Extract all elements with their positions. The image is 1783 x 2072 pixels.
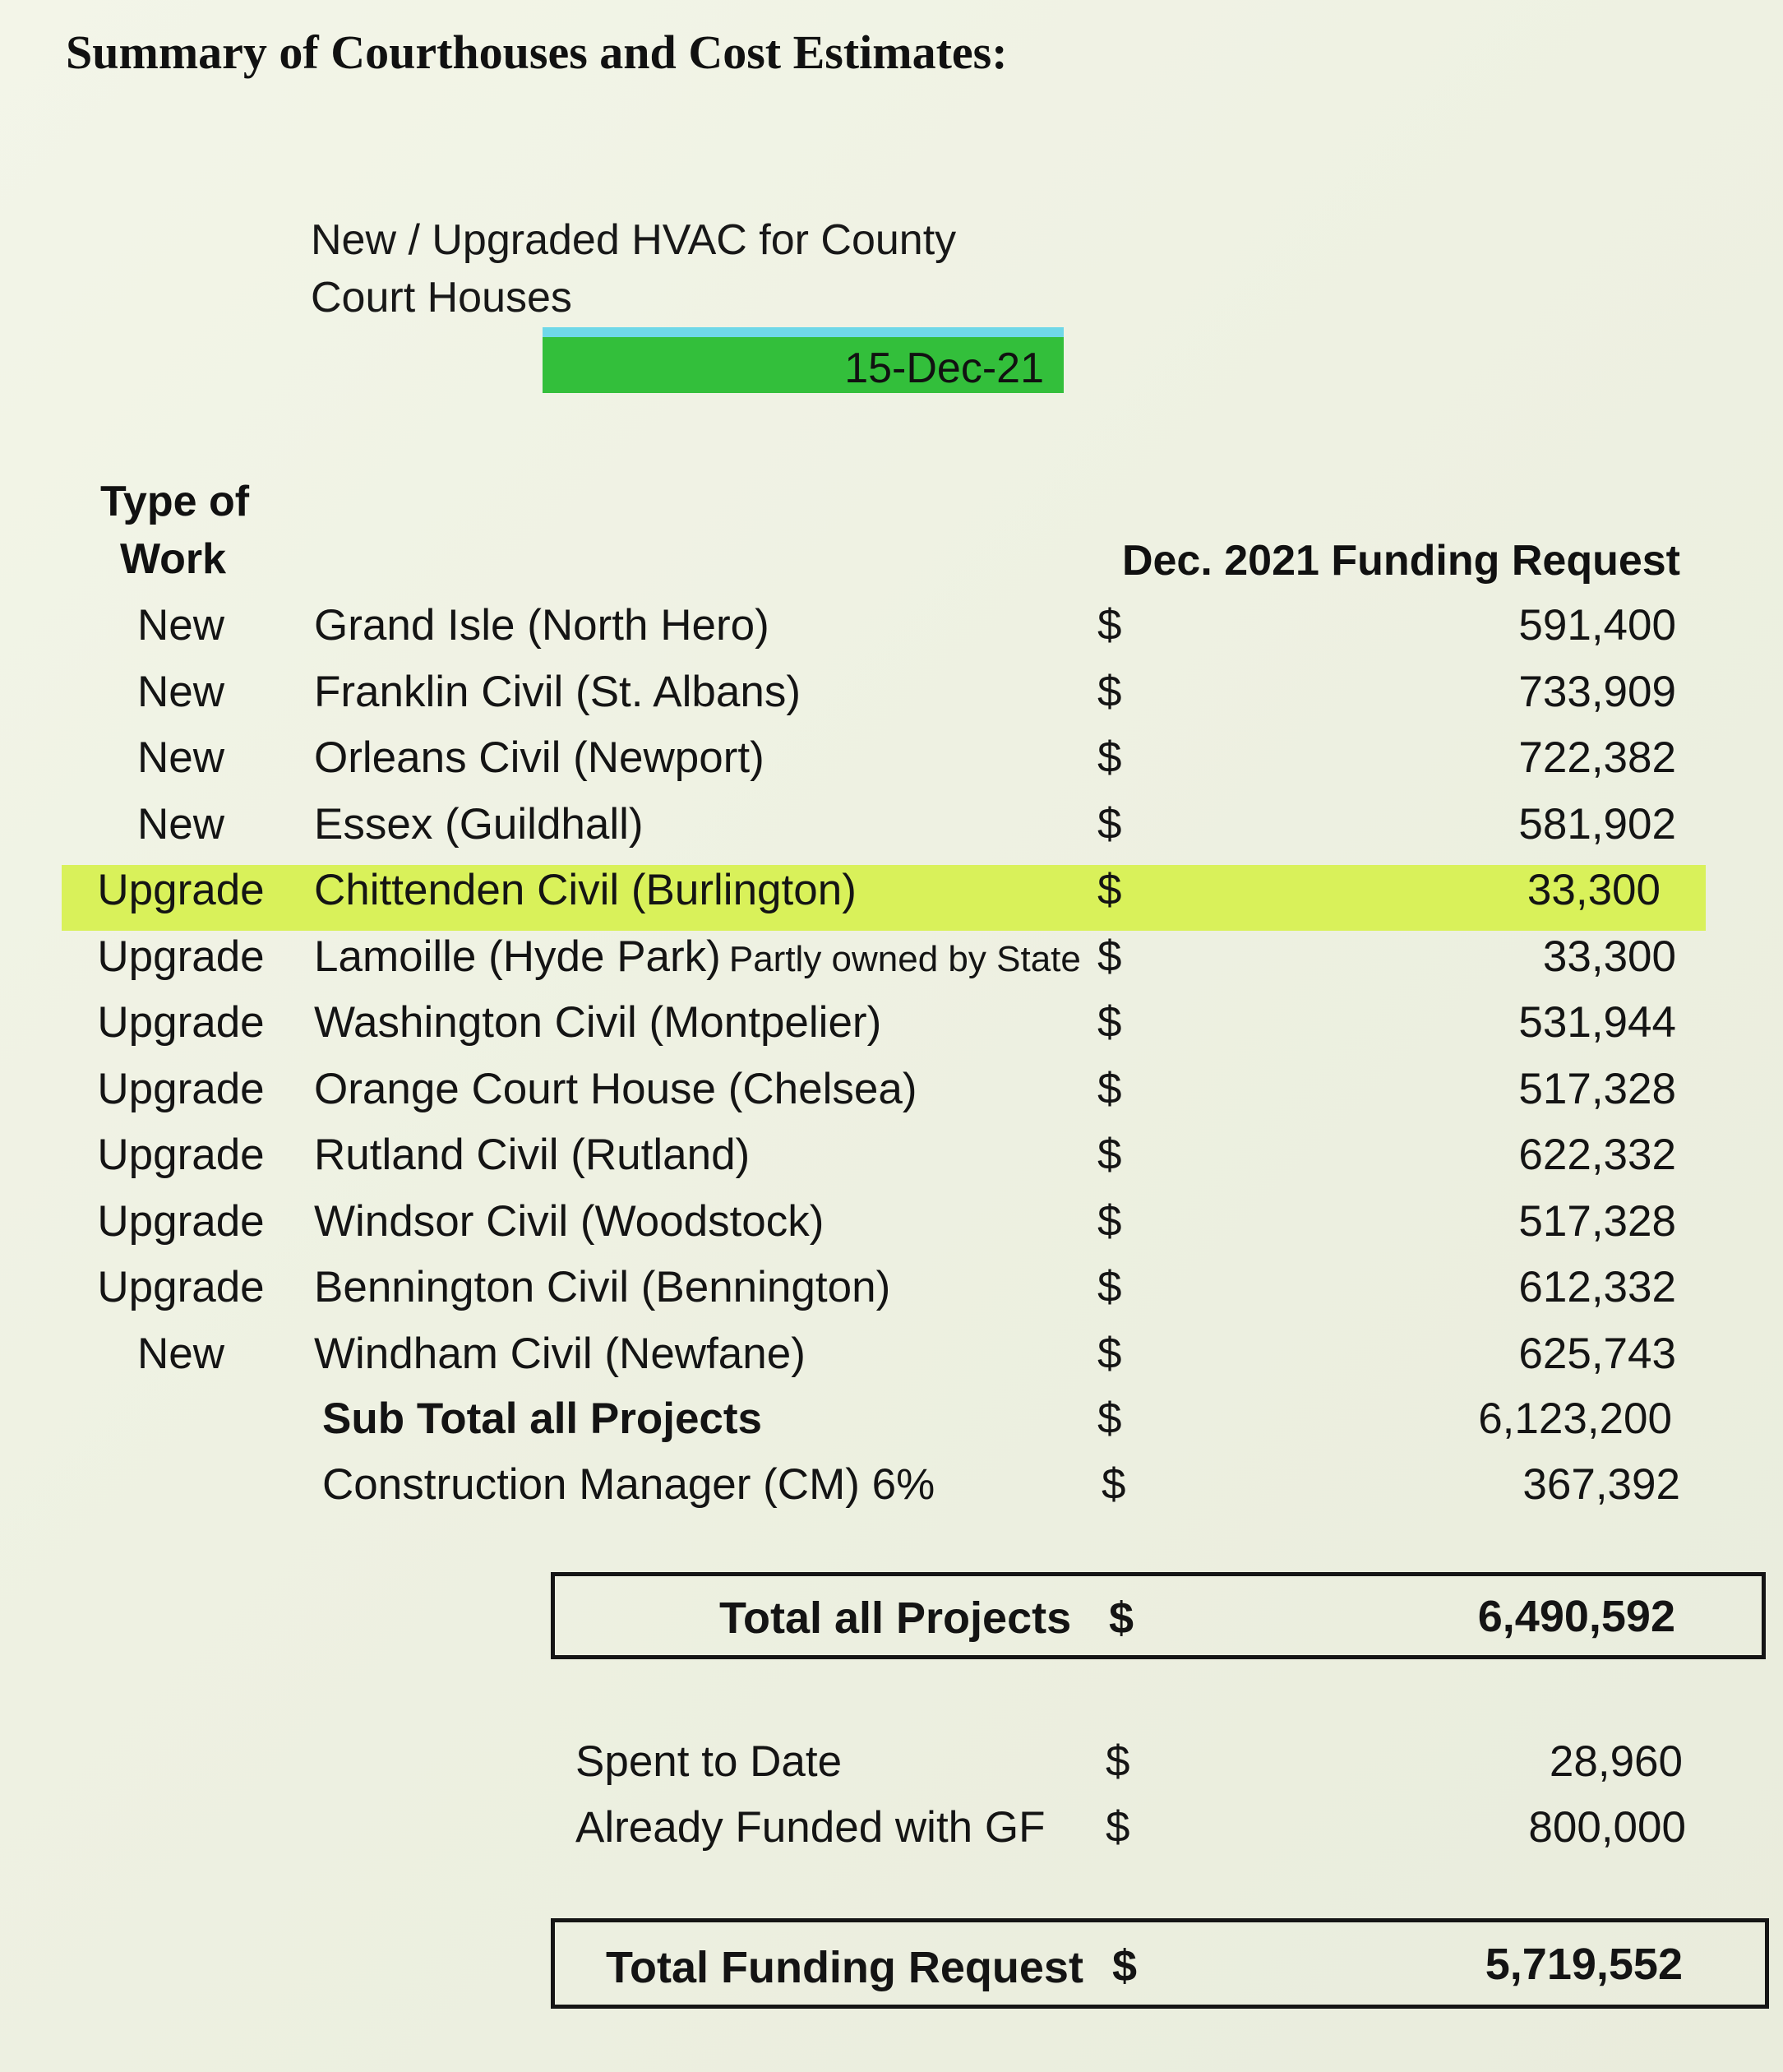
table-row [0,1262,1783,1328]
work-type: New [136,601,225,650]
total-funding-request-box [551,1918,1769,2009]
subtotal-amount: 6,123,200 [1478,1394,1672,1443]
cm-amount: 367,392 [1522,1460,1680,1509]
dollar-sign: $ [1097,1263,1122,1311]
funded-amount: 800,000 [1528,1803,1686,1852]
courthouse-name: Orange Court House (Chelsea) [314,1065,917,1113]
cm-label: Construction Manager (CM) 6% [322,1460,935,1509]
work-type: New [136,800,225,849]
table-row [0,1130,1783,1196]
courthouse-name: Rutland Civil (Rutland) [314,1131,751,1179]
subtotal-dollar: $ [1097,1394,1122,1443]
total-request-dollar: $ [1112,1941,1138,1991]
dollar-sign: $ [1097,1197,1122,1246]
total-all-amount: 6,490,592 [1477,1592,1675,1641]
funding-amount: 612,332 [1518,1263,1676,1311]
funding-amount: 733,909 [1518,668,1676,716]
work-type: Upgrade [97,1263,265,1311]
work-type: Upgrade [97,932,265,981]
table-row [62,865,1706,931]
work-type: Upgrade [97,998,265,1047]
work-type: Upgrade [97,1131,265,1179]
dollar-sign: $ [1097,800,1122,849]
table-row [0,1329,1783,1394]
courthouse-name-cell [314,1130,750,1180]
funding-amount: 517,328 [1518,1197,1676,1246]
funding-amount: 722,382 [1518,733,1676,782]
total-request-label: Total Funding Request [606,1943,1083,1992]
type-header-line-2: Work [120,535,227,583]
subtotal-row [0,1394,1783,1459]
courthouse-name: Orleans Civil (Newport) [314,733,764,782]
funded-row [0,1802,1783,1868]
courthouse-name: Essex (Guildhall) [314,800,644,849]
table-row [0,1196,1783,1262]
work-type: New [136,733,225,782]
courthouse-name: Chittenden Civil (Burlington) [314,866,857,914]
total-request-amount: 5,719,552 [1485,1940,1683,1989]
date-highlight [543,327,1064,393]
funding-amount: 591,400 [1518,601,1676,650]
courthouse-name: Bennington Civil (Bennington) [314,1263,891,1311]
table-row [0,932,1783,997]
dollar-sign: $ [1097,1065,1122,1113]
work-type: New [136,1330,225,1378]
funding-amount: 33,300 [1527,866,1661,914]
dollar-sign: $ [1097,1330,1122,1378]
funded-label: Already Funded with GF [575,1803,1046,1852]
total-all-dollar: $ [1109,1593,1134,1643]
courthouse-name-cell [314,733,764,783]
table-row [0,667,1783,733]
work-type: Upgrade [97,866,265,914]
courthouse-name-cell [314,865,857,915]
table-row [0,733,1783,798]
courthouse-name: Windham Civil (Newfane) [314,1330,806,1378]
dollar-sign: $ [1097,1131,1122,1179]
courthouse-name: Washington Civil (Montpelier) [314,998,882,1047]
spent-label: Spent to Date [575,1737,843,1786]
ownership-note: Partly owned by State [728,939,1081,979]
table-row [0,600,1783,666]
subtotal-label: Sub Total all Projects [322,1394,763,1443]
courthouse-name: Lamoille (Hyde Park) [314,932,721,981]
work-type: New [136,668,225,716]
courthouse-name-cell [314,1329,806,1379]
work-type: Upgrade [97,1065,265,1113]
dollar-sign: $ [1097,601,1122,650]
funding-amount: 625,743 [1518,1330,1676,1378]
spent-row [0,1737,1783,1802]
spent-dollar: $ [1106,1737,1130,1786]
table-row [0,799,1783,865]
courthouse-name: Windsor Civil (Woodstock) [314,1197,825,1246]
dollar-sign: $ [1097,998,1122,1047]
total-all-projects-box [551,1572,1766,1659]
table-row [0,1064,1783,1130]
cm-dollar: $ [1102,1460,1126,1509]
funding-header: Dec. 2021 Funding Request [1121,537,1680,585]
dollar-sign: $ [1097,668,1122,716]
funding-amount: 33,300 [1542,932,1676,981]
subtitle-line-1: New / Upgraded HVAC for County [311,216,957,264]
dollar-sign: $ [1097,733,1122,782]
type-header-line-1: Type of [100,478,250,525]
courthouse-name-cell [314,600,769,650]
courthouse-name-cell [314,932,1081,982]
total-all-label: Total all Projects [719,1593,1072,1643]
document-title: Summary of Courthouses and Cost Estimates: [66,25,1008,79]
courthouse-name-cell [314,1262,890,1312]
funding-amount: 517,328 [1518,1065,1676,1113]
spent-amount: 28,960 [1549,1737,1683,1786]
work-type: Upgrade [97,1197,265,1246]
courthouse-name-cell [314,1196,824,1246]
funding-amount: 622,332 [1518,1131,1676,1179]
subtitle-line-2: Court Houses [311,274,572,321]
cm-row [0,1459,1783,1525]
dollar-sign: $ [1097,866,1122,914]
courthouse-name: Grand Isle (North Hero) [314,601,769,650]
funding-amount: 581,902 [1518,800,1676,849]
date-value: 15-Dec-21 [844,345,1044,392]
table-row [0,997,1783,1063]
courthouse-name: Franklin Civil (St. Albans) [314,668,801,716]
courthouse-name-cell [314,997,881,1048]
courthouse-name-cell [314,667,801,717]
courthouse-name-cell [314,799,644,849]
courthouse-name-cell [314,1064,917,1114]
dollar-sign: $ [1097,932,1122,981]
funded-dollar: $ [1106,1803,1130,1852]
funding-amount: 531,944 [1518,998,1676,1047]
